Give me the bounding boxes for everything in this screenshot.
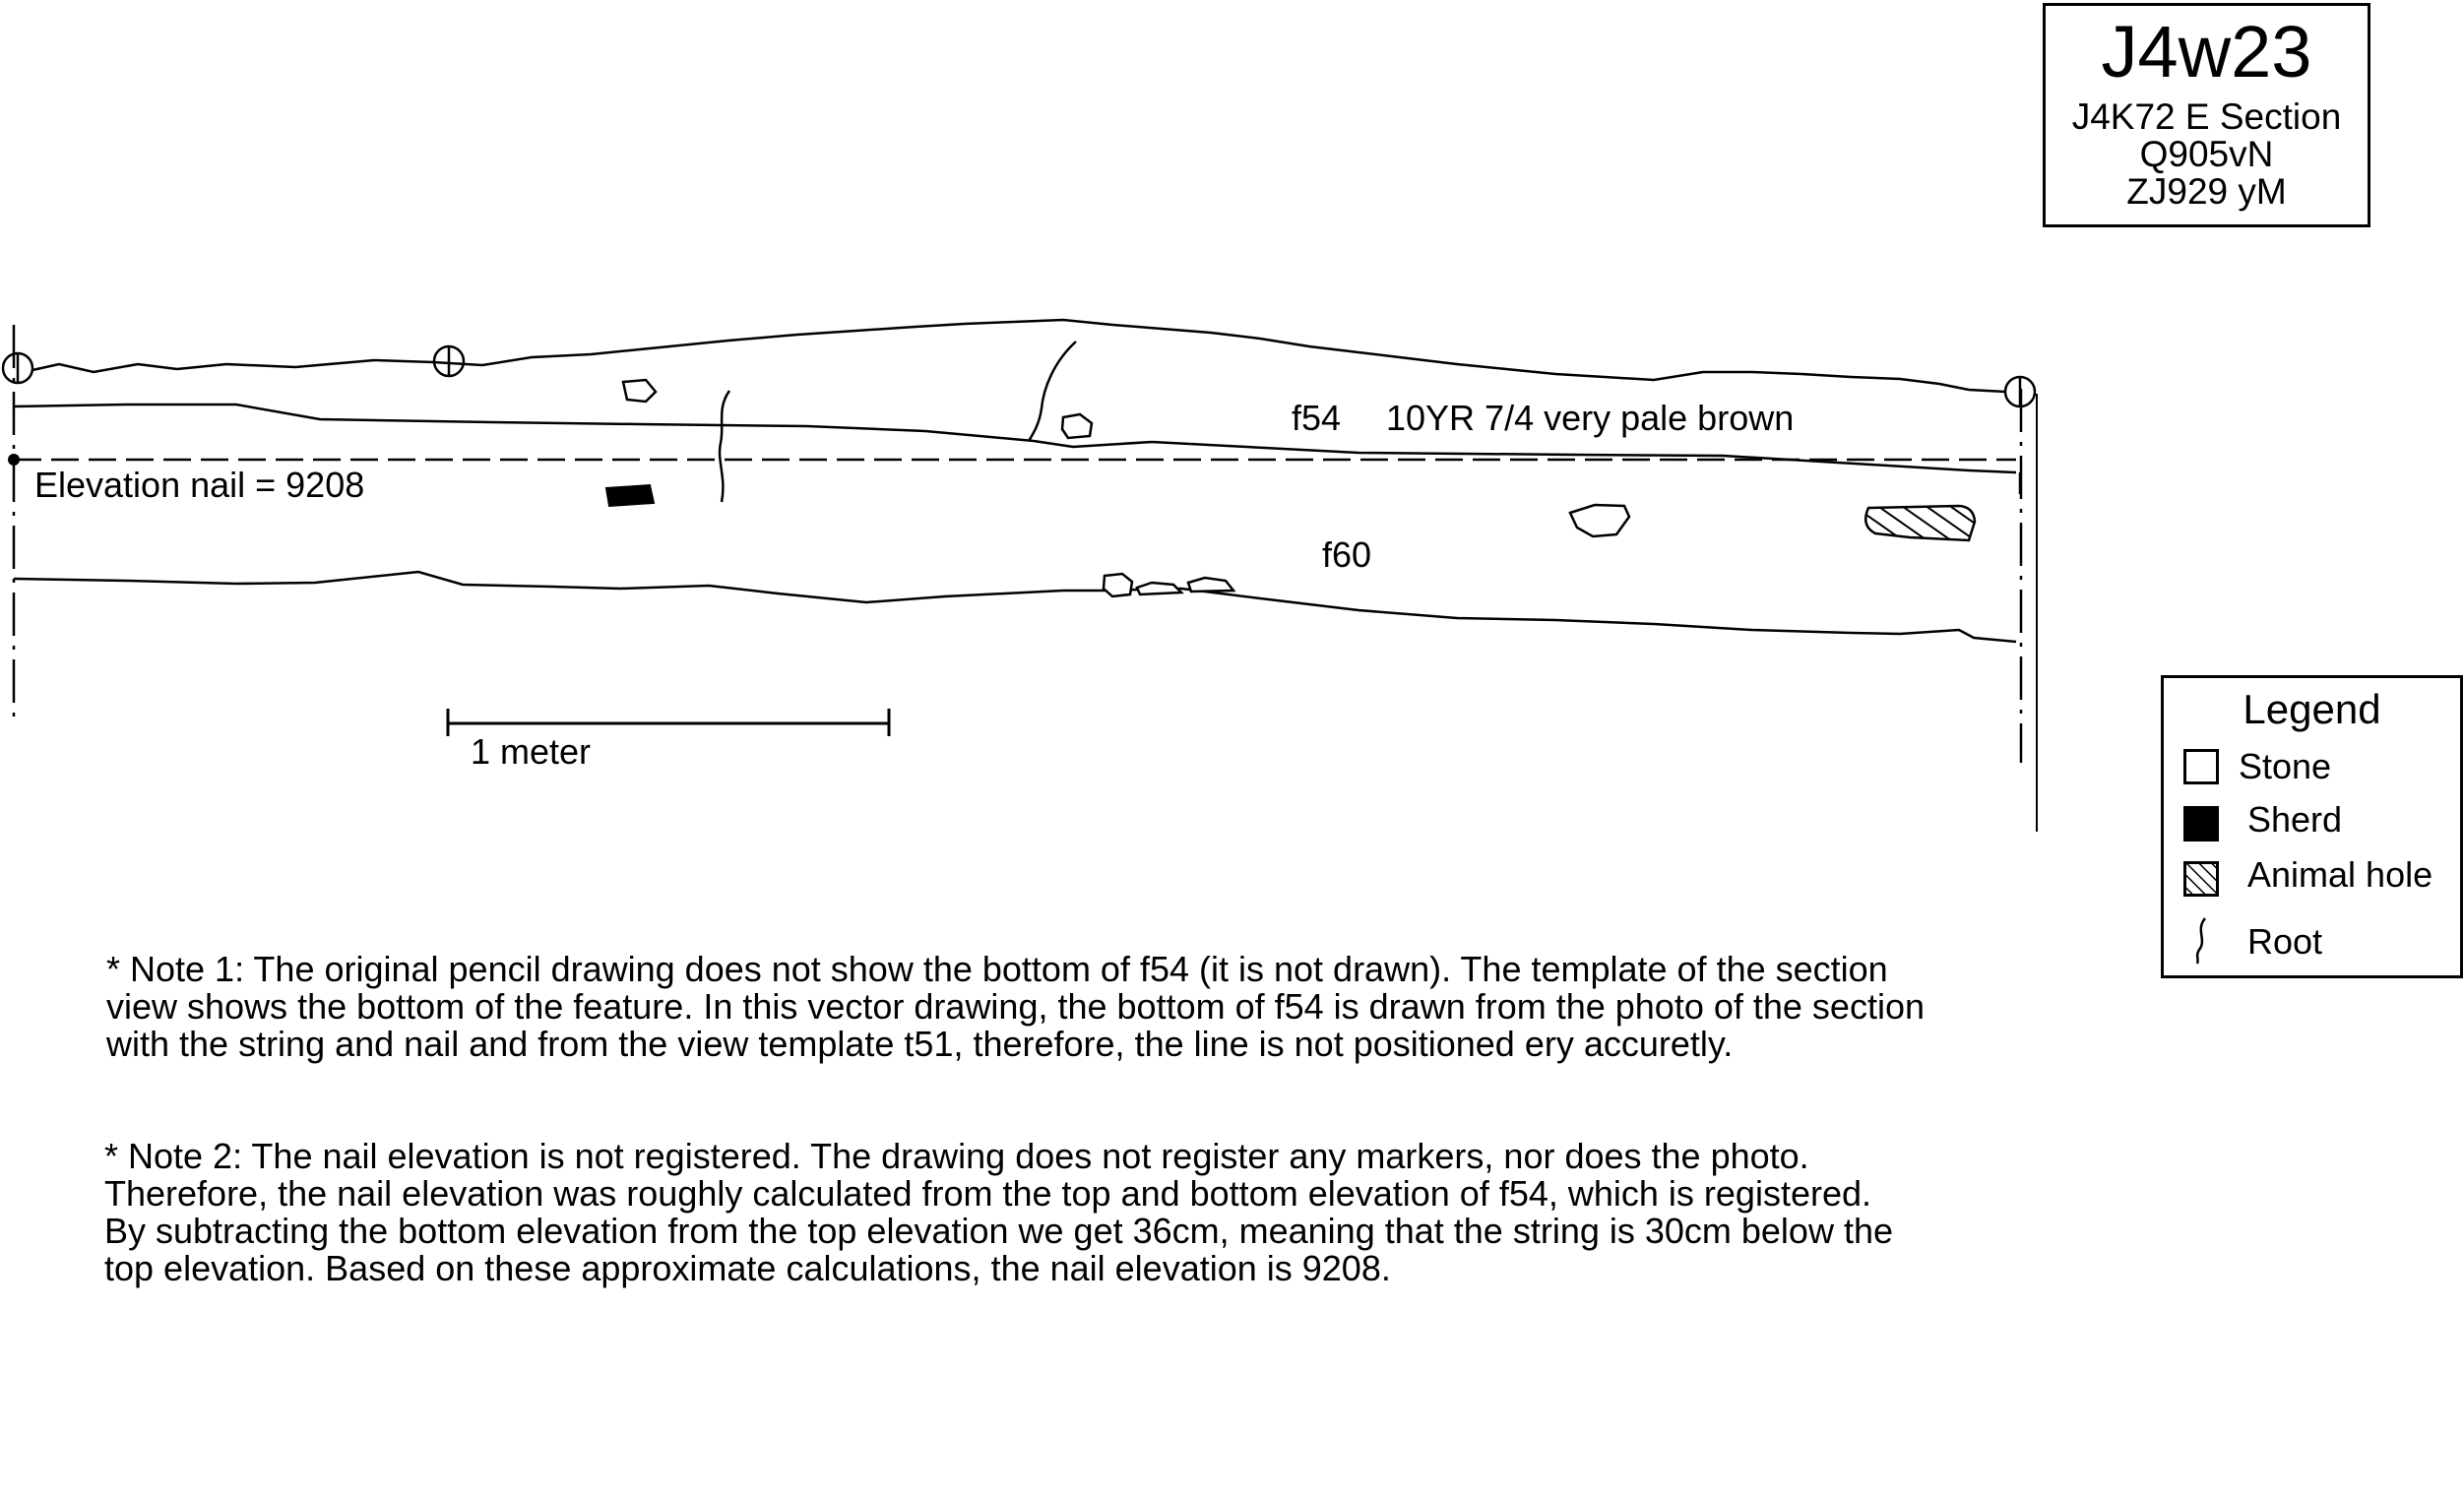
stone-icon [1137, 583, 1181, 594]
survey-marker-right [2005, 377, 2035, 406]
legend-label-animal-hole: Animal hole [2247, 854, 2433, 895]
legend [2161, 675, 2463, 978]
root-line-icon [2183, 916, 2219, 966]
animal-hole-hatched-icon [2183, 861, 2219, 897]
note-1: * Note 1: The original pencil drawing does not show the bottom of f54 (it is not drawn). The template of the section view shows the bottom of the feature. In this vector drawing, the bottom of f54 is drawn from the photo of the section with the string and nail and from the view template t51, therefore, the line is not positioned ery accuretly. [106, 949, 1925, 1064]
animal-hole-icon [1865, 506, 1975, 540]
survey-marker-left [3, 353, 32, 383]
legend-label-sherd: Sherd [2247, 799, 2343, 840]
root-left-icon [720, 391, 729, 502]
legend-label-stone: Stone [2239, 746, 2332, 786]
stone-icon [1104, 574, 1132, 596]
stone-icon [1188, 578, 1233, 592]
title-block [2043, 3, 2370, 227]
survey-marker-middle [434, 346, 464, 376]
sherd-filled-icon [2183, 806, 2219, 842]
scale-bar-label: 1 meter [471, 731, 592, 772]
stone-icon [1062, 414, 1092, 438]
f54-label: f54 [1292, 398, 1342, 438]
section-name: J4K72 E Section [2071, 96, 2342, 137]
elevation-nail [8, 454, 20, 466]
coordinate-north: Q905vN [2139, 134, 2274, 174]
f60-label: f60 [1322, 534, 1372, 575]
coordinate-m: ZJ929 yM [2126, 171, 2287, 212]
legend-title: Legend [2243, 686, 2381, 732]
legend-label-root: Root [2247, 921, 2323, 962]
elevation-nail-label: Elevation nail = 9208 [34, 465, 365, 505]
stone-icon [623, 380, 656, 402]
note-2: * Note 2: The nail elevation is not registered. The drawing does not register any markers, nor does the photo. Therefore, the nail elevation was roughly calculated from the top and bottom elevation of f54, which is registered. By subtracting the bottom elevation from the top elevation we get 36cm, meaning that the string is 30cm below the top elevation. Based on these approximate calculations, the nail elevation is 9208. [104, 1136, 1893, 1288]
drawing-id: J4w23 [2101, 11, 2312, 93]
f60-bottom-line [14, 572, 2016, 642]
f54-color-label: 10YR 7/4 very pale brown [1386, 398, 1795, 438]
stone-outline-icon [2183, 749, 2219, 784]
stone-icon [1570, 505, 1629, 536]
sherd-icon [606, 485, 654, 506]
ground-surface-line [32, 320, 2005, 392]
